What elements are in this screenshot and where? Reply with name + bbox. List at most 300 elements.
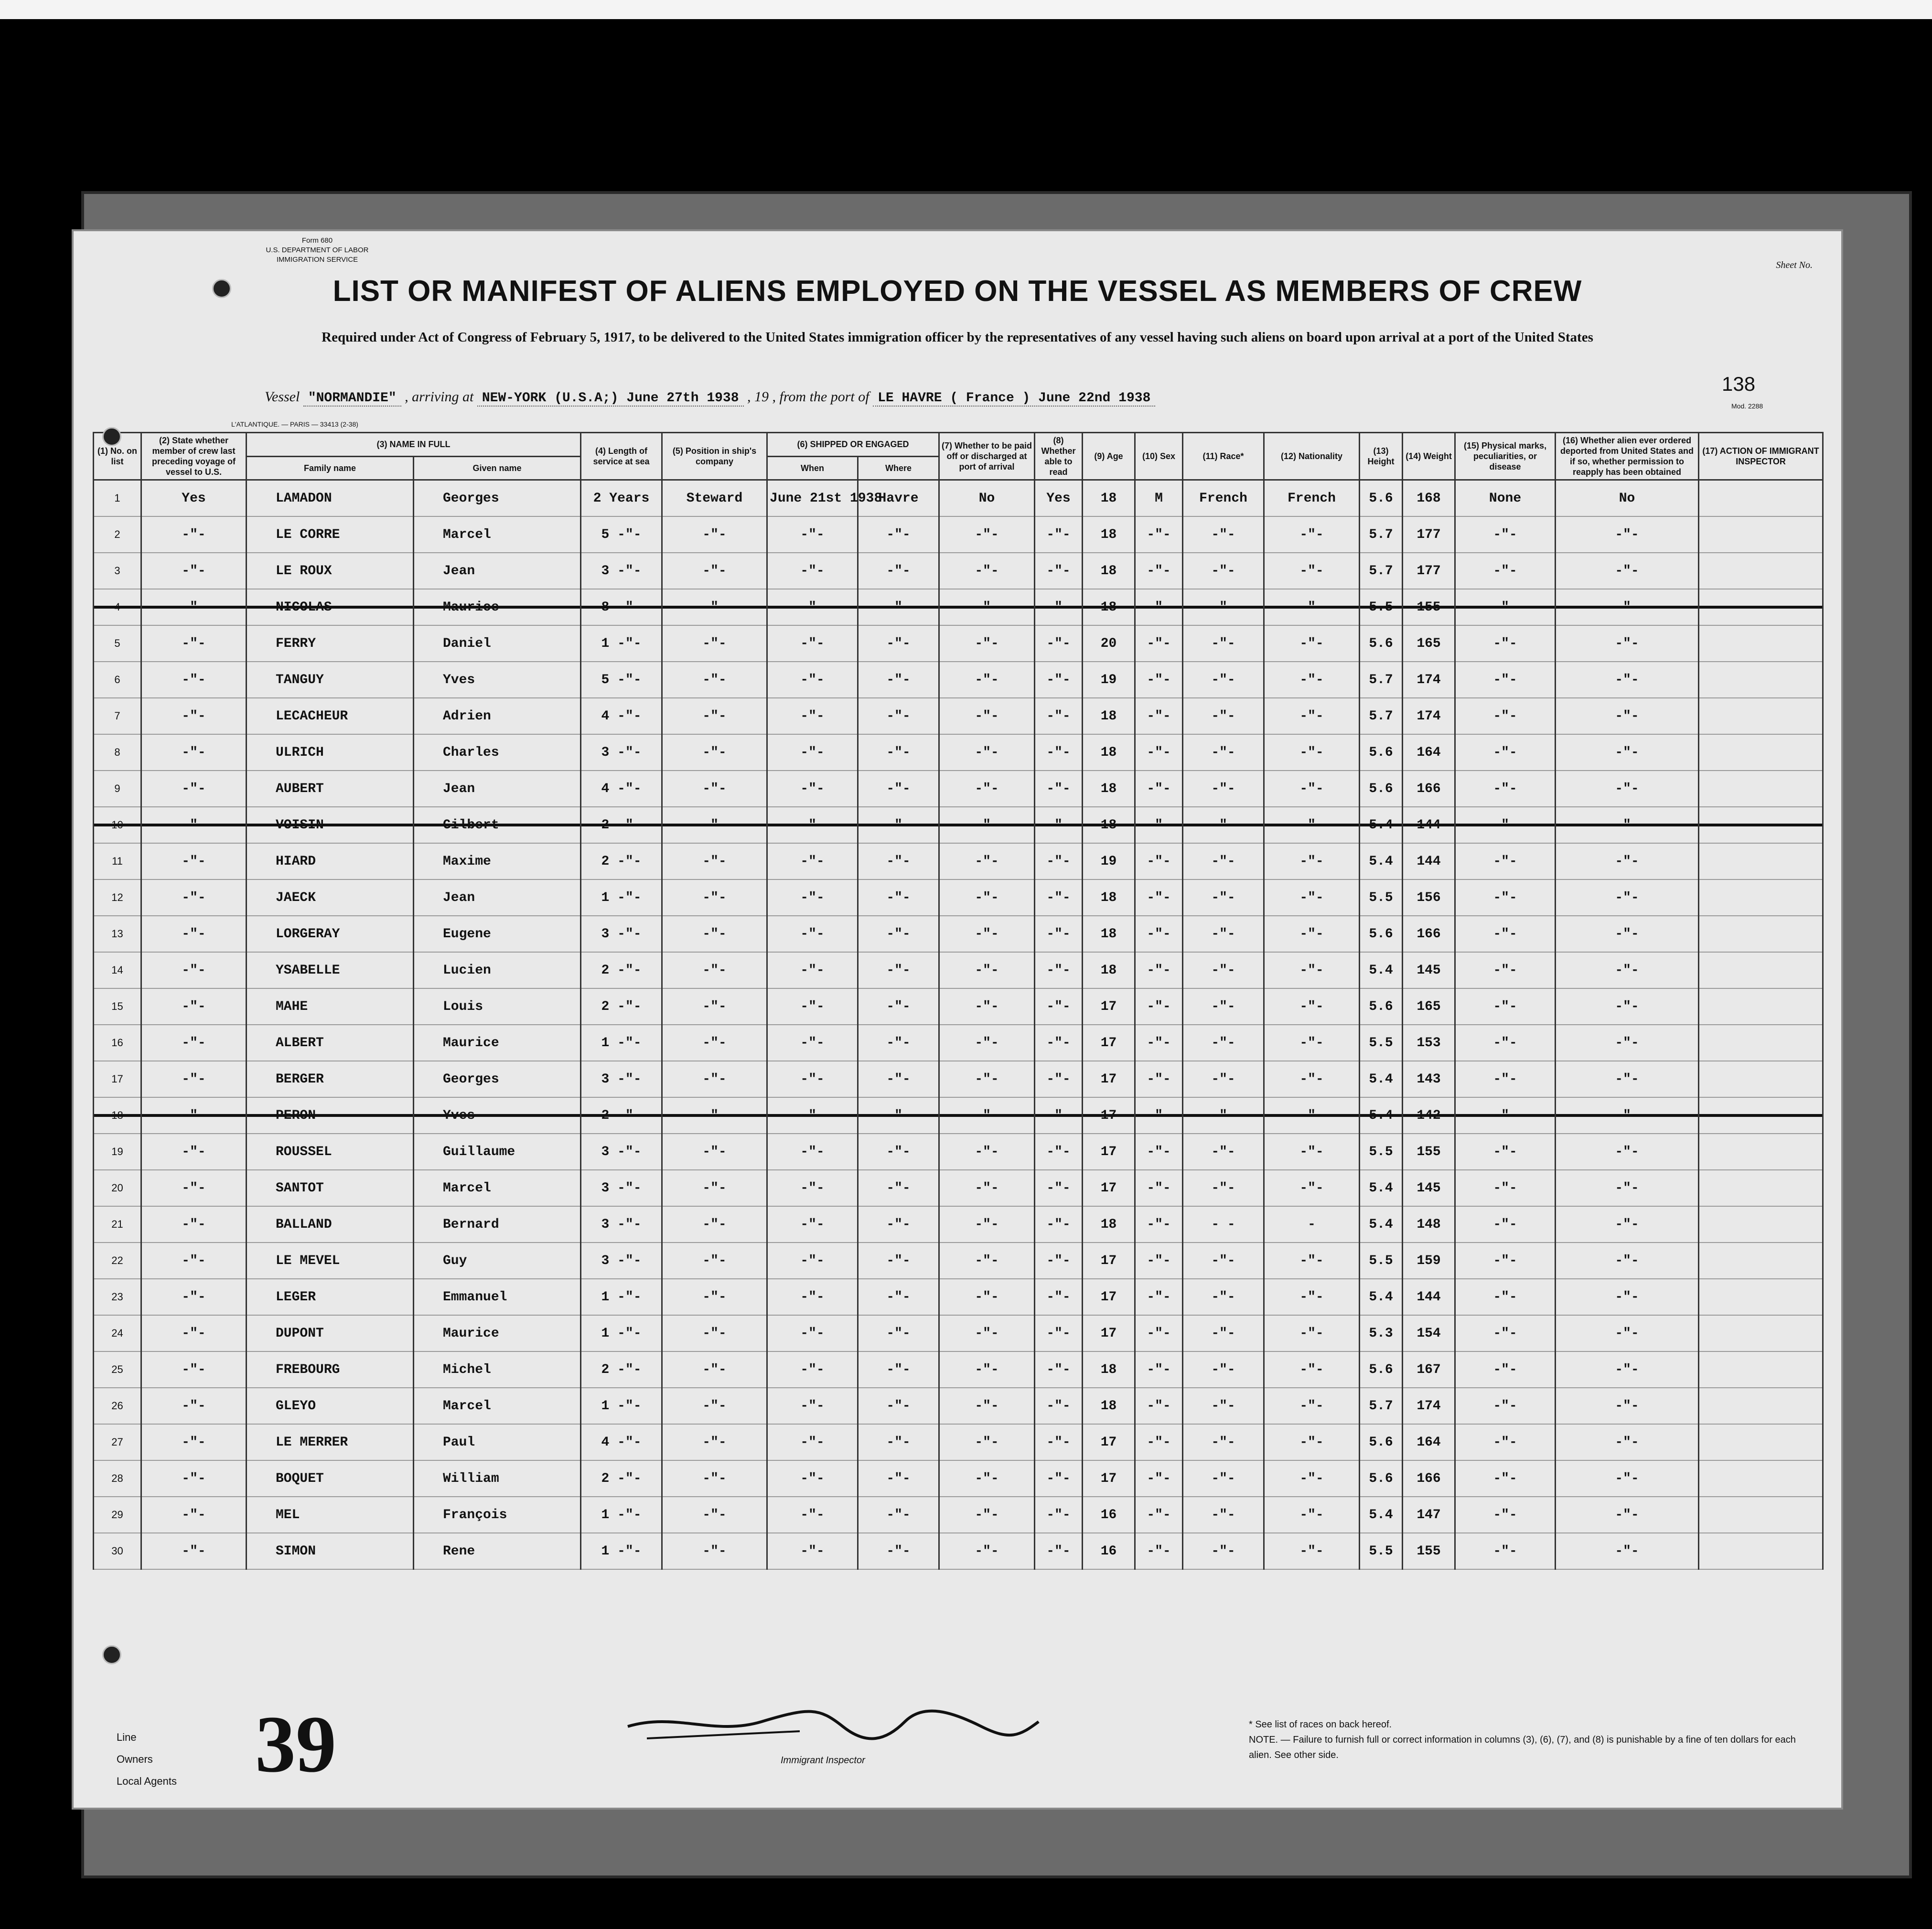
cell-deported: -"- (1556, 988, 1699, 1025)
cell-position: -"- (662, 879, 767, 916)
cell-shipped-where: -"- (858, 734, 939, 771)
cell-position: -"- (662, 1025, 767, 1061)
cell-sex: -"- (1135, 1170, 1183, 1206)
cell-previous-voyage: -"- (141, 1134, 247, 1170)
cell-sex: -"- (1135, 1533, 1183, 1569)
col-header-nationality: (12) Nationality (1264, 433, 1360, 480)
cell-family-name: VOISIN (247, 807, 414, 843)
cell-race: -"- (1183, 1315, 1264, 1351)
col-header-number: (1) No. on list (94, 433, 141, 480)
from-label: , from the port of (772, 389, 869, 405)
cell-family-name: ROUSSEL (247, 1134, 414, 1170)
cell-able-to-read: -"- (1035, 1460, 1083, 1497)
table-row (94, 698, 1823, 734)
cell-able-to-read: -"- (1035, 843, 1083, 879)
cell-age: 18 (1083, 916, 1135, 952)
cell-able-to-read: -"- (1035, 1315, 1083, 1351)
cell-service-length: 3 -"- (581, 1061, 662, 1097)
cell-family-name: TANGUY (247, 662, 414, 698)
col-header-deported: (16) Whether alien ever ordered deported from United States and if so, whether permission to reapply has been obtained (1556, 433, 1699, 480)
table-row (94, 1061, 1823, 1097)
cell-inspector-action (1699, 698, 1823, 734)
cell-age: 18 (1083, 1351, 1135, 1388)
cell-service-length: 1 -"- (581, 1388, 662, 1424)
cell-weight: 166 (1403, 771, 1455, 807)
local-agents-label: Local Agents (117, 1775, 177, 1787)
cell-line-number: 10 (94, 807, 141, 843)
cell-able-to-read: -"- (1035, 916, 1083, 952)
cell-given-name: Maurice (414, 1025, 581, 1061)
cell-physical-marks: -"- (1455, 1315, 1556, 1351)
cell-paid-off: -"- (939, 1315, 1035, 1351)
cell-given-name: Jean (414, 879, 581, 916)
cell-previous-voyage: -"- (141, 1279, 247, 1315)
cell-previous-voyage: -"- (141, 1025, 247, 1061)
cell-inspector-action (1699, 662, 1823, 698)
cell-shipped-where: -"- (858, 662, 939, 698)
cell-paid-off: -"- (939, 589, 1035, 625)
col-header-given-name: Given name (414, 456, 581, 480)
cell-inspector-action (1699, 516, 1823, 553)
cell-race: French (1183, 480, 1264, 517)
cell-position: -"- (662, 807, 767, 843)
cell-race: -"- (1183, 1134, 1264, 1170)
cell-sex: -"- (1135, 1134, 1183, 1170)
cell-shipped-when: -"- (767, 843, 858, 879)
cell-family-name: LORGERAY (247, 916, 414, 952)
cell-shipped-where: -"- (858, 516, 939, 553)
cell-given-name: François (414, 1497, 581, 1533)
cell-service-length: 4 -"- (581, 1424, 662, 1460)
cell-height: 5.4 (1360, 1497, 1403, 1533)
cell-position: -"- (662, 1170, 767, 1206)
cell-nationality: -"- (1264, 1025, 1360, 1061)
cell-line-number: 1 (94, 480, 141, 517)
cell-nationality: French (1264, 480, 1360, 517)
cell-shipped-where: Havre (858, 480, 939, 517)
cell-age: 18 (1083, 698, 1135, 734)
cell-line-number: 25 (94, 1351, 141, 1388)
cell-family-name: FERRY (247, 625, 414, 662)
cell-race: -"- (1183, 1460, 1264, 1497)
cell-age: 17 (1083, 1061, 1135, 1097)
cell-inspector-action (1699, 1025, 1823, 1061)
cell-paid-off: -"- (939, 771, 1035, 807)
cell-inspector-action (1699, 1061, 1823, 1097)
cell-able-to-read: -"- (1035, 1097, 1083, 1134)
sheet-number-label: Sheet No. (1776, 260, 1813, 270)
cell-previous-voyage: -"- (141, 1097, 247, 1134)
cell-previous-voyage: -"- (141, 1170, 247, 1206)
cell-able-to-read: -"- (1035, 698, 1083, 734)
line-label: Line (117, 1731, 137, 1743)
cell-previous-voyage: -"- (141, 1315, 247, 1351)
cell-family-name: LAMADON (247, 480, 414, 517)
cell-paid-off: No (939, 480, 1035, 517)
cell-race: -"- (1183, 916, 1264, 952)
cell-previous-voyage: -"- (141, 1206, 247, 1243)
cell-able-to-read: -"- (1035, 625, 1083, 662)
cell-nationality: -"- (1264, 807, 1360, 843)
cell-service-length: 1 -"- (581, 1025, 662, 1061)
cell-weight: 153 (1403, 1025, 1455, 1061)
cell-height: 5.5 (1360, 1533, 1403, 1569)
cell-previous-voyage: -"- (141, 589, 247, 625)
table-row (94, 1497, 1823, 1533)
cell-line-number: 4 (94, 589, 141, 625)
cell-position: -"- (662, 553, 767, 589)
cell-inspector-action (1699, 589, 1823, 625)
cell-age: 16 (1083, 1533, 1135, 1569)
cell-height: 5.4 (1360, 1279, 1403, 1315)
cell-race: -"- (1183, 1351, 1264, 1388)
cell-family-name: BERGER (247, 1061, 414, 1097)
punch-hole (212, 279, 231, 298)
cell-service-length: 5 -"- (581, 516, 662, 553)
department: U.S. DEPARTMENT OF LABOR (266, 246, 369, 254)
cell-service-length: 3 -"- (581, 1170, 662, 1206)
cell-physical-marks: -"- (1455, 807, 1556, 843)
cell-family-name: MEL (247, 1497, 414, 1533)
cell-inspector-action (1699, 625, 1823, 662)
cell-paid-off: -"- (939, 1533, 1035, 1569)
cell-able-to-read: -"- (1035, 807, 1083, 843)
cell-inspector-action (1699, 807, 1823, 843)
cell-line-number: 2 (94, 516, 141, 553)
cell-able-to-read: -"- (1035, 516, 1083, 553)
cell-position: -"- (662, 1206, 767, 1243)
cell-shipped-where: -"- (858, 1424, 939, 1460)
cell-nationality: -"- (1264, 1460, 1360, 1497)
cell-service-length: 1 -"- (581, 1533, 662, 1569)
cell-nationality: -"- (1264, 1388, 1360, 1424)
cell-given-name: Marcel (414, 1170, 581, 1206)
cell-shipped-when: -"- (767, 516, 858, 553)
cell-age: 18 (1083, 516, 1135, 553)
cell-race: -"- (1183, 1279, 1264, 1315)
cell-service-length: 1 -"- (581, 1279, 662, 1315)
cell-deported: No (1556, 480, 1699, 517)
cell-able-to-read: -"- (1035, 1388, 1083, 1424)
cell-previous-voyage: -"- (141, 771, 247, 807)
cell-race: -"- (1183, 516, 1264, 553)
cell-shipped-where: -"- (858, 553, 939, 589)
cell-service-length: 2 -"- (581, 1097, 662, 1134)
cell-height: 5.5 (1360, 879, 1403, 916)
cell-height: 5.6 (1360, 625, 1403, 662)
cell-weight: 168 (1403, 480, 1455, 517)
cell-previous-voyage: -"- (141, 1533, 247, 1569)
cell-previous-voyage: -"- (141, 879, 247, 916)
cell-shipped-when: -"- (767, 734, 858, 771)
cell-paid-off: -"- (939, 1243, 1035, 1279)
cell-weight: 155 (1403, 1134, 1455, 1170)
penalty-note: NOTE. — Failure to furnish full or correct information in columns (3), (6), (7), and (8) is punishable by a fine of ten dollars for each alien. See other side. (1249, 1735, 1796, 1760)
cell-age: 18 (1083, 952, 1135, 988)
cell-age: 18 (1083, 807, 1135, 843)
cell-height: 5.4 (1360, 1206, 1403, 1243)
cell-nationality: -"- (1264, 1351, 1360, 1388)
cell-physical-marks: -"- (1455, 1061, 1556, 1097)
cell-service-length: 3 -"- (581, 553, 662, 589)
cell-shipped-where: -"- (858, 1243, 939, 1279)
cell-line-number: 30 (94, 1533, 141, 1569)
cell-age: 17 (1083, 1315, 1135, 1351)
cell-line-number: 24 (94, 1315, 141, 1351)
cell-service-length: 2 -"- (581, 1460, 662, 1497)
cell-shipped-where: -"- (858, 771, 939, 807)
col-header-position: (5) Position in ship's company (662, 433, 767, 480)
cell-deported: -"- (1556, 1025, 1699, 1061)
cell-shipped-where: -"- (858, 952, 939, 988)
cell-able-to-read: -"- (1035, 1533, 1083, 1569)
cell-age: 19 (1083, 843, 1135, 879)
cell-height: 5.6 (1360, 1460, 1403, 1497)
cell-shipped-where: -"- (858, 1279, 939, 1315)
punch-hole (102, 427, 121, 446)
cell-shipped-when: -"- (767, 1061, 858, 1097)
cell-given-name: Yves (414, 1097, 581, 1134)
scan-top-edge (0, 0, 1932, 19)
cell-given-name: Yves (414, 662, 581, 698)
cell-family-name: GLEYO (247, 1388, 414, 1424)
table-row (94, 988, 1823, 1025)
cell-shipped-where: -"- (858, 1134, 939, 1170)
cell-shipped-when: -"- (767, 589, 858, 625)
cell-race: -"- (1183, 625, 1264, 662)
cell-height: 5.7 (1360, 553, 1403, 589)
cell-height: 5.5 (1360, 1025, 1403, 1061)
cell-position: -"- (662, 1497, 767, 1533)
cell-given-name: Lucien (414, 952, 581, 988)
cell-inspector-action (1699, 1497, 1823, 1533)
cell-shipped-when: -"- (767, 807, 858, 843)
cell-deported: -"- (1556, 625, 1699, 662)
cell-service-length: 8 -"- (581, 589, 662, 625)
cell-family-name: MAHE (247, 988, 414, 1025)
cell-family-name: FREBOURG (247, 1351, 414, 1388)
table-row (94, 1315, 1823, 1351)
form-number: Form 680 (301, 236, 333, 245)
cell-line-number: 17 (94, 1061, 141, 1097)
table-row (94, 1351, 1823, 1388)
cell-physical-marks: -"- (1455, 662, 1556, 698)
cell-age: 17 (1083, 1279, 1135, 1315)
col-header-race: (11) Race* (1183, 433, 1264, 480)
table-row (94, 916, 1823, 952)
col-header-previous-voyage: (2) State whether member of crew last preceding voyage of vessel to U.S. (141, 433, 247, 480)
cell-sex: -"- (1135, 771, 1183, 807)
cell-able-to-read: -"- (1035, 1206, 1083, 1243)
cell-sex: -"- (1135, 1315, 1183, 1351)
manifest-sheet (72, 229, 1843, 1810)
cell-position: -"- (662, 1424, 767, 1460)
cell-previous-voyage: -"- (141, 1351, 247, 1388)
cell-given-name: Maurice (414, 1315, 581, 1351)
cell-weight: 155 (1403, 1533, 1455, 1569)
cell-shipped-when: -"- (767, 988, 858, 1025)
cell-paid-off: -"- (939, 1061, 1035, 1097)
cell-line-number: 11 (94, 843, 141, 879)
cell-able-to-read: -"- (1035, 988, 1083, 1025)
cell-deported: -"- (1556, 1134, 1699, 1170)
cell-weight: 142 (1403, 1097, 1455, 1134)
cell-paid-off: -"- (939, 734, 1035, 771)
cell-position: -"- (662, 771, 767, 807)
cell-weight: 154 (1403, 1315, 1455, 1351)
col-header-where: Where (858, 456, 939, 480)
cell-age: 17 (1083, 1460, 1135, 1497)
cell-physical-marks: -"- (1455, 698, 1556, 734)
cell-race: -"- (1183, 1424, 1264, 1460)
cell-given-name: Maxime (414, 843, 581, 879)
col-header-name: (3) NAME IN FULL (247, 433, 581, 457)
cell-sex: -"- (1135, 662, 1183, 698)
cell-inspector-action (1699, 843, 1823, 879)
cell-line-number: 18 (94, 1097, 141, 1134)
cell-deported: -"- (1556, 1315, 1699, 1351)
cell-previous-voyage: -"- (141, 916, 247, 952)
table-row (94, 952, 1823, 988)
table-row (94, 1460, 1823, 1497)
cell-previous-voyage: -"- (141, 662, 247, 698)
cell-nationality: -"- (1264, 1134, 1360, 1170)
cell-service-length: 3 -"- (581, 1206, 662, 1243)
cell-line-number: 13 (94, 916, 141, 952)
cell-height: 5.6 (1360, 988, 1403, 1025)
cell-paid-off: -"- (939, 1460, 1035, 1497)
cell-given-name: Michel (414, 1351, 581, 1388)
cell-nationality: -"- (1264, 1315, 1360, 1351)
cell-previous-voyage: -"- (141, 698, 247, 734)
inspector-signature (618, 1693, 1048, 1750)
cell-deported: -"- (1556, 1533, 1699, 1569)
cell-weight: 165 (1403, 625, 1455, 662)
cell-height: 5.6 (1360, 916, 1403, 952)
table-row (94, 480, 1823, 517)
cell-family-name: BALLAND (247, 1206, 414, 1243)
cell-shipped-when: -"- (767, 553, 858, 589)
cell-sex: -"- (1135, 1351, 1183, 1388)
table-row (94, 1025, 1823, 1061)
cell-paid-off: -"- (939, 1170, 1035, 1206)
cell-nationality: -"- (1264, 625, 1360, 662)
cell-previous-voyage: -"- (141, 1460, 247, 1497)
cell-weight: 166 (1403, 1460, 1455, 1497)
cell-inspector-action (1699, 952, 1823, 988)
cell-paid-off: -"- (939, 662, 1035, 698)
cell-service-length: 3 -"- (581, 1243, 662, 1279)
cell-nationality: -"- (1264, 553, 1360, 589)
table-row (94, 625, 1823, 662)
cell-able-to-read: -"- (1035, 1497, 1083, 1533)
cell-line-number: 14 (94, 952, 141, 988)
cell-physical-marks: -"- (1455, 1206, 1556, 1243)
cell-sex: M (1135, 480, 1183, 517)
cell-position: -"- (662, 1097, 767, 1134)
cell-race: - - (1183, 1206, 1264, 1243)
cell-paid-off: -"- (939, 916, 1035, 952)
cell-sex: -"- (1135, 879, 1183, 916)
cell-age: 18 (1083, 1388, 1135, 1424)
table-row (94, 1206, 1823, 1243)
cell-line-number: 19 (94, 1134, 141, 1170)
cell-deported: -"- (1556, 1424, 1699, 1460)
cell-given-name: Daniel (414, 625, 581, 662)
cell-sex: -"- (1135, 807, 1183, 843)
cell-race: -"- (1183, 1388, 1264, 1424)
cell-position: -"- (662, 734, 767, 771)
cell-physical-marks: -"- (1455, 1170, 1556, 1206)
cell-position: -"- (662, 589, 767, 625)
cell-sex: -"- (1135, 916, 1183, 952)
cell-previous-voyage: -"- (141, 734, 247, 771)
col-header-sex: (10) Sex (1135, 433, 1183, 480)
cell-nationality: -"- (1264, 771, 1360, 807)
cell-family-name: JAECK (247, 879, 414, 916)
cell-deported: -"- (1556, 1061, 1699, 1097)
cell-shipped-when: -"- (767, 1134, 858, 1170)
cell-race: -"- (1183, 1533, 1264, 1569)
cell-able-to-read: Yes (1035, 480, 1083, 517)
cell-weight: 164 (1403, 734, 1455, 771)
cell-race: -"- (1183, 952, 1264, 988)
cell-weight: 177 (1403, 516, 1455, 553)
cell-height: 5.7 (1360, 698, 1403, 734)
cell-nationality: -"- (1264, 589, 1360, 625)
table-row (94, 553, 1823, 589)
cell-weight: 174 (1403, 662, 1455, 698)
cell-inspector-action (1699, 1533, 1823, 1569)
cell-age: 19 (1083, 662, 1135, 698)
cell-shipped-when: -"- (767, 1388, 858, 1424)
cell-height: 5.5 (1360, 589, 1403, 625)
cell-position: -"- (662, 1388, 767, 1424)
cell-deported: -"- (1556, 807, 1699, 843)
cell-position: -"- (662, 1134, 767, 1170)
table-row (94, 1279, 1823, 1315)
cell-line-number: 23 (94, 1279, 141, 1315)
vessel-line (265, 389, 1155, 406)
table-row (94, 807, 1823, 843)
cell-shipped-when: -"- (767, 1424, 858, 1460)
cell-shipped-where: -"- (858, 1206, 939, 1243)
cell-shipped-when: -"- (767, 1097, 858, 1134)
cell-paid-off: -"- (939, 1134, 1035, 1170)
cell-race: -"- (1183, 1170, 1264, 1206)
cell-line-number: 27 (94, 1424, 141, 1460)
cell-given-name: Jean (414, 553, 581, 589)
cell-shipped-when: -"- (767, 1025, 858, 1061)
col-header-shipped: (6) SHIPPED OR ENGAGED (767, 433, 939, 457)
cell-shipped-where: -"- (858, 1061, 939, 1097)
cell-age: 17 (1083, 1097, 1135, 1134)
cell-shipped-where: -"- (858, 1460, 939, 1497)
cell-physical-marks: -"- (1455, 771, 1556, 807)
owners-label: Owners (117, 1753, 153, 1765)
page-title: LIST OR MANIFEST OF ALIENS EMPLOYED ON THE VESSEL AS MEMBERS OF CREW (333, 275, 1582, 308)
table-row (94, 1134, 1823, 1170)
cell-line-number: 15 (94, 988, 141, 1025)
table-row (94, 879, 1823, 916)
cell-shipped-where: -"- (858, 1533, 939, 1569)
cell-able-to-read: -"- (1035, 879, 1083, 916)
cell-physical-marks: -"- (1455, 879, 1556, 916)
cell-paid-off: -"- (939, 625, 1035, 662)
cell-race: -"- (1183, 1097, 1264, 1134)
cell-sex: -"- (1135, 1243, 1183, 1279)
cell-inspector-action (1699, 1460, 1823, 1497)
